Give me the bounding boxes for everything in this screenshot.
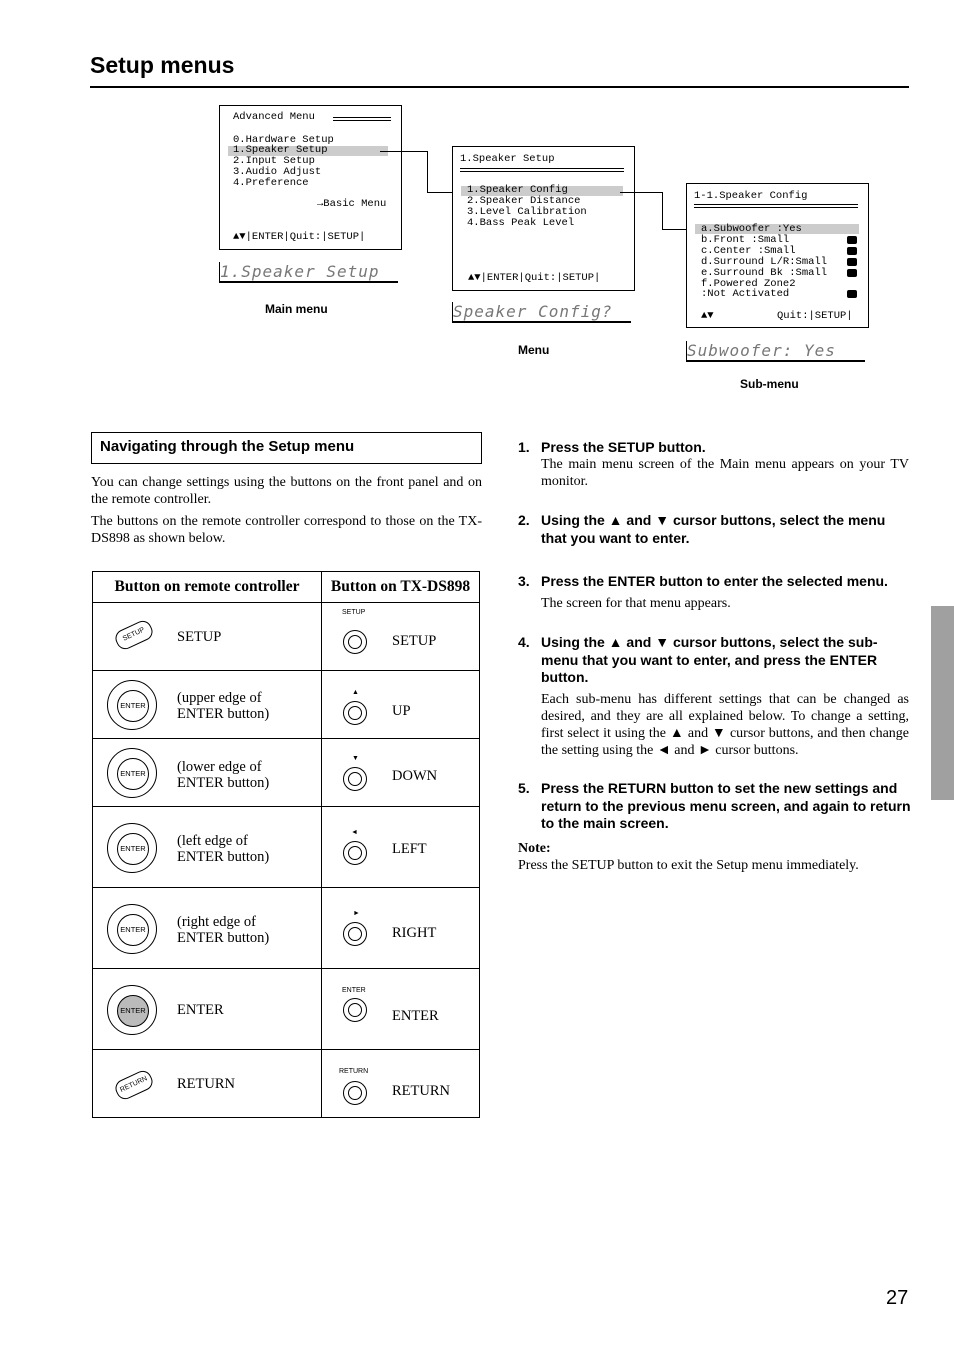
unit-button-label: ENTER — [392, 1008, 439, 1024]
unit-button-caption: SETUP — [342, 609, 366, 616]
basic-menu-link: →Basic Menu — [317, 198, 387, 210]
unit-button-label: RETURN — [392, 1083, 450, 1099]
remote-setup-button-icon: SETUP — [113, 618, 156, 652]
sub-menu-item: d.Surround L/R:Small — [701, 256, 828, 268]
step-number: 3. — [518, 573, 530, 589]
step-heading: Using the ▲ and ▼ cursor buttons, select the sub-menu that you want to enter, and press the ENTER button. — [541, 634, 878, 685]
table-row — [93, 739, 480, 807]
remote-button-label: (upper edge of ENTER button) — [177, 690, 270, 722]
unit-button-caption: RETURN — [339, 1068, 369, 1075]
connector-line — [380, 151, 428, 152]
menu-item: 4.Preference — [233, 177, 309, 189]
step-number: 4. — [518, 634, 530, 650]
table-row — [93, 888, 480, 969]
table-row — [93, 807, 480, 888]
lr-icon — [847, 236, 857, 244]
note-label: Note: — [518, 841, 551, 856]
step-heading: Press the ENTER button to enter the selected menu. — [541, 573, 888, 589]
right-arrow-icon: ► — [353, 910, 360, 917]
right-knob-icon — [343, 922, 367, 946]
enter-knob-icon — [343, 998, 367, 1022]
menu-item: 2.Input Setup — [233, 155, 315, 167]
sub-menu-item: e.Surround Bk :Small — [701, 267, 828, 279]
sub-menu-item: b.Front :Small — [701, 234, 790, 246]
sub-menu-item: c.Center :Small — [701, 245, 796, 257]
unit-button-caption: ENTER — [342, 987, 366, 994]
setup-knob-icon — [343, 630, 367, 654]
remote-button-label: (left edge of ENTER button) — [177, 833, 270, 865]
left-arrow-icon: ◄ — [351, 829, 358, 836]
table-row — [93, 969, 480, 1050]
note-text: Press the SETUP button to exit the Setup menu immediately. — [518, 858, 859, 873]
enter-dpad-icon: ENTER — [107, 680, 157, 730]
menu-lcd: Speaker Config? — [452, 302, 631, 323]
menu-item: 4.Bass Peak Level — [467, 217, 575, 229]
lr-icon — [847, 269, 857, 277]
page-number: 27 — [886, 1287, 909, 1309]
step-body: The main menu screen of the Main menu appears on your TV monitor. — [541, 457, 909, 489]
header-rule — [694, 204, 858, 208]
remote-button-label: (right edge of ENTER button) — [177, 914, 270, 946]
main-menu-caption: Main menu — [265, 302, 328, 316]
connector-line — [620, 192, 663, 193]
enter-dpad-icon: ENTER — [107, 904, 157, 954]
enter-dpad-icon: ENTER — [107, 985, 157, 1035]
unit-button-label: LEFT — [392, 841, 427, 857]
remote-button-label: (lower edge of ENTER button) — [177, 759, 270, 791]
menu-item: 3.Audio Adjust — [233, 166, 322, 178]
step-number: 1. — [518, 439, 530, 455]
column-header: Button on remote controller — [93, 572, 322, 603]
intro-paragraph: You can change settings using the buttons on the front panel and on the remote controller. — [91, 475, 482, 507]
intro-paragraph: The buttons on the remote controller correspond to those on the TX-DS898 as shown below. — [91, 514, 482, 546]
menu-item: 0.Hardware Setup — [233, 134, 334, 146]
return-knob-icon — [343, 1081, 367, 1105]
up-knob-icon — [343, 701, 367, 725]
step-body: The screen for that menu appears. — [541, 596, 731, 611]
footer-quit: Quit:|SETUP| — [777, 310, 853, 322]
table-row — [93, 1050, 480, 1118]
menu-item: 2.Speaker Distance — [467, 195, 581, 207]
column-header: Button on TX-DS898 — [322, 572, 480, 603]
left-knob-icon — [343, 841, 367, 865]
button-table — [92, 571, 480, 1118]
down-arrow-icon: ▼ — [352, 755, 359, 762]
menu-item-selected: 1.Speaker Setup — [233, 144, 328, 156]
side-tab — [931, 606, 954, 800]
menu-item-selected: 1.Speaker Config — [467, 184, 568, 196]
connector-line — [427, 151, 428, 193]
enter-dpad-icon: ENTER — [107, 748, 157, 798]
down-knob-icon — [343, 767, 367, 791]
step-heading: Press the SETUP button. — [541, 439, 706, 455]
remote-button-label: ENTER — [177, 1002, 224, 1018]
footer-keys: ▲▼|ENTER|Quit:|SETUP| — [468, 272, 601, 284]
unit-button-label: UP — [392, 703, 411, 719]
up-arrow-icon: ▲ — [352, 689, 359, 696]
table-row — [93, 671, 480, 739]
step-number: 5. — [518, 780, 530, 796]
remote-button-label: SETUP — [177, 629, 222, 645]
menu-header: 1.Speaker Setup — [460, 153, 555, 165]
connector-line — [662, 192, 663, 230]
lr-icon — [847, 247, 857, 255]
page-title: Setup menus — [90, 52, 235, 78]
step-number: 2. — [518, 512, 530, 528]
menu-screen — [452, 146, 635, 291]
table-row — [93, 603, 480, 671]
sub-menu-caption: Sub-menu — [740, 377, 799, 391]
sub-menu-item-selected: a.Subwoofer :Yes — [701, 223, 802, 235]
unit-button-label: DOWN — [392, 768, 438, 784]
sub-menu-item: f.Powered Zone2 — [701, 278, 796, 290]
table-header-row — [93, 572, 480, 603]
footer-keys: ▲▼ — [701, 310, 714, 322]
step-body: Each sub-menu has different settings that can be changed as desired, and they are all explained below. To change a setting, first select it using the ▲ and ▼ cursor buttons, and then change the setting using the ◄ and ► cursor buttons. — [541, 692, 909, 758]
step-heading: Using the ▲ and ▼ cursor buttons, select the menu that you want to enter. — [541, 512, 886, 546]
sub-menu-screen — [686, 183, 869, 328]
sub-menu-lcd: Subwoofer: Yes — [686, 341, 865, 362]
header-rule — [333, 117, 391, 121]
main-menu-header: Advanced Menu — [233, 111, 315, 123]
lr-icon — [847, 258, 857, 266]
menu-caption: Menu — [518, 343, 550, 357]
step-heading: Press the RETURN button to set the new settings and return to the previous menu screen, and again to return to the main screen. — [541, 780, 911, 831]
main-menu-lcd: 1.Speaker Setup — [219, 262, 398, 283]
footer-keys: ▲▼|ENTER|Quit:|SETUP| — [233, 231, 366, 243]
enter-dpad-icon: ENTER — [107, 823, 157, 873]
sub-menu-header: 1-1.Speaker Config — [694, 190, 808, 202]
unit-button-label: SETUP — [392, 633, 437, 649]
remote-button-label: RETURN — [177, 1076, 235, 1092]
remote-return-button-icon: RETURN — [113, 1068, 156, 1102]
lr-icon — [847, 290, 857, 298]
unit-button-label: RIGHT — [392, 925, 437, 941]
header-rule — [460, 168, 624, 172]
sub-menu-item: :Not Activated — [701, 288, 790, 300]
title-rule — [90, 86, 909, 88]
section-title: Navigating through the Setup menu — [100, 438, 355, 455]
main-menu-screen — [219, 105, 402, 250]
menu-item: 3.Level Calibration — [467, 206, 587, 218]
